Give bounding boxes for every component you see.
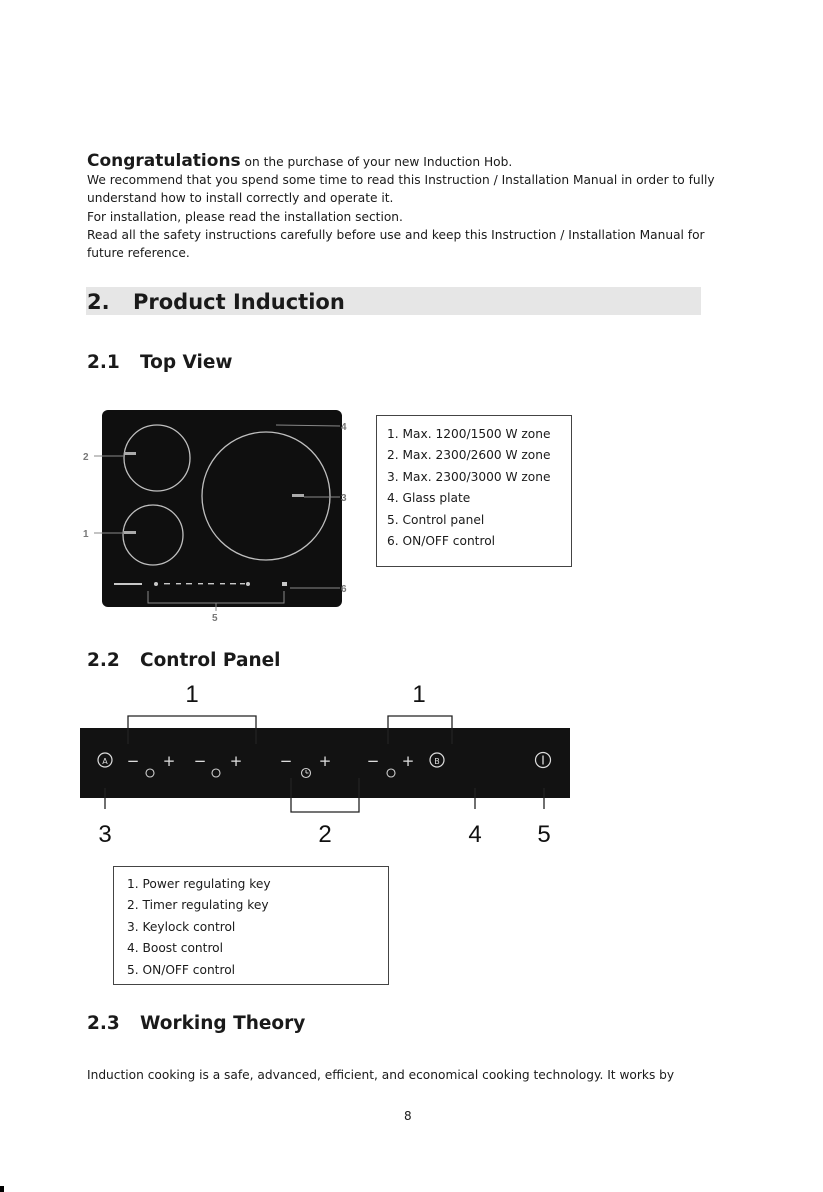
legend-item: 2. Timer regulating key [127, 898, 269, 913]
legend-item: 3. Keylock control [127, 919, 236, 934]
section-heading [87, 287, 345, 317]
panel-callout-5: 5 [537, 821, 551, 848]
subsection-number: 2.2 [87, 650, 120, 671]
power-minus-button[interactable]: − [366, 752, 380, 770]
power-plus-button[interactable]: + [229, 752, 243, 770]
intro-paragraph [87, 152, 767, 262]
timer-plus-button[interactable]: + [318, 752, 332, 770]
intro-line: We recommend that you spend some time to read this Instruction / Installation Manual in order to fully [87, 173, 715, 188]
intro-line: future reference. [87, 246, 190, 261]
legend-item: 1. Max. 1200/1500 W zone [387, 427, 551, 441]
subsection-number: 2.3 [87, 1013, 120, 1034]
subsection-working-theory-heading [87, 1013, 305, 1034]
timer-minus-button[interactable]: − [279, 752, 293, 770]
legend-item: 2. Max. 2300/2600 W zone [387, 448, 551, 463]
top-view-callout-2: 2 [83, 452, 89, 463]
top-view-callout-3: 3 [341, 493, 347, 504]
page-number: 8 [404, 1109, 412, 1123]
top-view-callout-5: 5 [212, 613, 218, 624]
legend-item: 3. Max. 2300/3000 W zone [387, 469, 551, 484]
panel-callout-3: 3 [98, 821, 112, 848]
zone-marking [124, 531, 136, 534]
boost-icon: B [434, 757, 440, 766]
power-plus-button[interactable]: + [401, 752, 415, 770]
subsection-title: Control Panel [140, 650, 281, 671]
legend-item: 4. Glass plate [387, 491, 471, 506]
control-panel-legend [113, 866, 389, 985]
section-title: Product Induction [133, 290, 345, 314]
congratulations-rest: on the purchase of your new Induction Hob. [240, 155, 513, 169]
zone-marking [124, 452, 136, 455]
hob-top-view-diagram [80, 403, 355, 625]
intro-line: Read all the safety instructions carefully before use and keep this Instruction / Installation Manual for [87, 227, 705, 242]
power-minus-button[interactable]: − [193, 752, 207, 770]
top-view-callout-4: 4 [341, 422, 347, 433]
intro-line: For installation, please read the installation section. [87, 209, 403, 224]
power-plus-button[interactable]: + [162, 752, 176, 770]
panel-callout-1: 1 [412, 681, 426, 708]
top-view-callout-6: 6 [341, 584, 347, 595]
subsection-control-panel-heading [87, 650, 281, 671]
legend-item: 4. Boost control [127, 941, 224, 956]
panel-callout-2: 2 [318, 821, 332, 848]
panel-callout-4: 4 [468, 821, 482, 848]
subsection-top-view-heading [87, 352, 233, 373]
intro-line: understand how to install correctly and operate it. [87, 191, 394, 206]
legend-item: 1. Power regulating key [127, 877, 271, 891]
congratulations-heading: Congratulations [87, 151, 241, 171]
top-view-legend [376, 415, 572, 567]
scan-corner-mark [0, 1186, 4, 1192]
keylock-icon: A [102, 757, 108, 766]
legend-item: 5. Control panel [387, 512, 485, 527]
legend-item: 6. ON/OFF control [387, 534, 496, 549]
section-number: 2. [87, 290, 110, 314]
subsection-number: 2.1 [87, 352, 120, 373]
control-panel-diagram [80, 676, 572, 848]
subsection-title: Top View [140, 352, 233, 373]
legend-item: 5. ON/OFF control [127, 962, 236, 977]
power-minus-button[interactable]: − [126, 752, 140, 770]
working-theory-text: Induction cooking is a safe, advanced, efficient, and economical cooking technology. It works by [87, 1068, 675, 1082]
panel-callout-1: 1 [185, 681, 199, 708]
zone-marking [292, 494, 304, 497]
top-view-callout-1: 1 [83, 529, 89, 540]
subsection-title: Working Theory [140, 1013, 306, 1034]
